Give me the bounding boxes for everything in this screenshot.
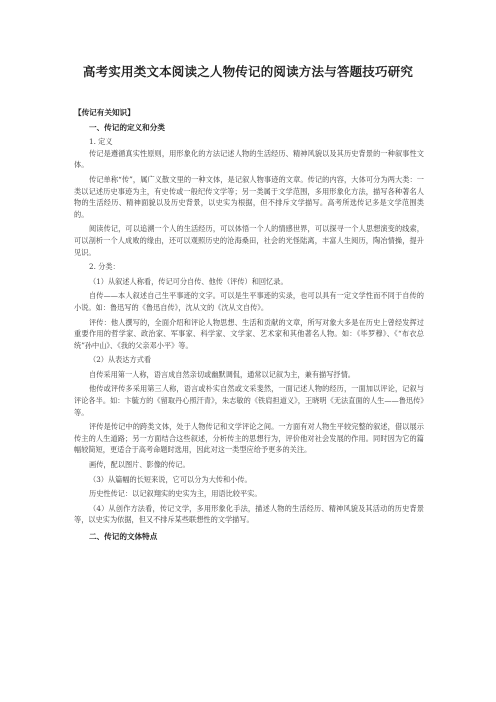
section-heading-features: 二、传记的文体特点: [89, 532, 158, 541]
paragraph: （2）从表达方式看: [89, 355, 152, 365]
paragraph: 传记是遵循真实性原则，用形象化的方法记述人物的生活经历、精神风貌以及其历史背景的一种叙事性文体。: [74, 148, 424, 170]
paragraph: 历史性传记：以记叙翔实的史实为主，用语比较平实。: [89, 489, 262, 499]
paragraph: （3）从篇幅的长短来说，它可以分为大传和小传。: [89, 474, 252, 484]
paragraph: 评传：他人撰写的，全面介绍和评论人物思想、生活和贡献的文章，所写对象大多是在历史上曾经发挥过重要作用的哲学家、政治家、军事家、科学家、文学家、艺术家和其他著名人物。如：《毕罗穆》、《“布衣总统”孙中山》、《我的父亲邓小平》等。: [74, 317, 424, 350]
paragraph: 阅读传记，可以追溯一个人的生活经历，可以体悟一个人的情感世界，可以探寻一个人思想演变的线索，可以剖析一个人成败的缘由，还可以观照历史的沧海桑田，社会的光怪陆离，丰富人生阅历，陶冶情操，提升见识。: [74, 224, 424, 257]
document-body: [74, 107, 424, 543]
paragraph: （4）从创作方法看，传记文学，多用形象化手法，描述人物的生活经历、精神风貌及其活动的历史背景等，以史实为依据，但又不排斥某些联想性的文学描写。: [74, 503, 424, 525]
paragraph: 自传采用第一人称，语言成自然亲切或幽默调侃，通常以记叙为主，兼有描写抒情。: [89, 369, 355, 379]
paragraph: 传记单称“传”，属广义散文里的一种文体，是记叙人物事迹的文章。传记的内容，大体可分为两大类：一类以记述历史事迹为主，有史传或一般纪传文学等；另一类属于文学范围，多用形象化方法，描写各种著名人物的生活经历、精神面貌以及历史背景，以史实为根据，但不排斥文学描写。高考所选传记多是文学范围类的。: [74, 174, 424, 219]
paragraph: 画传，配以图片、影像的传记。: [89, 460, 190, 470]
paragraph: 他传或评传多采用第三人称，语言或朴实自然或文采斐然，一面记述人物的经历，一面加以评论，记叙与评论各半。如：卞毓方的《留取丹心照汗青》，朱志敏的《铁肩担道义》，王晓明《无法直面的人生——鲁迅传》等。: [74, 384, 424, 417]
section-heading-definition: 一、传记的定义和分类: [89, 122, 165, 132]
subheading-definition: 1. 定义: [89, 137, 113, 147]
page-title: 高考实用类文本阅读之人物传记的阅读方法与答题技巧研究: [82, 64, 414, 79]
paragraph: （1）从叙述人称看，传记可分自传、他传（评传）和回忆录。: [89, 276, 288, 286]
subheading-classification: 2. 分类：: [89, 262, 120, 272]
paragraph: 评传是传记中的跨类文体，处于人物传记和文学评论之间。一方面有对人物生平较完整的叙述，借以展示传主的人生道路；另一方面结合这些叙述，分析传主的思想行为，评价他对社会发展的作用。同时因为它的篇幅较简短，更适合于高考命题时选用，因此对这一类型应给予更多的关注。: [74, 422, 424, 455]
section-heading-knowledge: 【传记有关知识】: [74, 108, 135, 117]
paragraph: 自传——本人叙述自己生平事迹的文字。可以是生平事迹的实录，也可以具有一定文学性而不同于自传的小说。如：鲁迅写的《鲁迅自传》，沈从文的《沈从文自传》。: [74, 291, 424, 312]
